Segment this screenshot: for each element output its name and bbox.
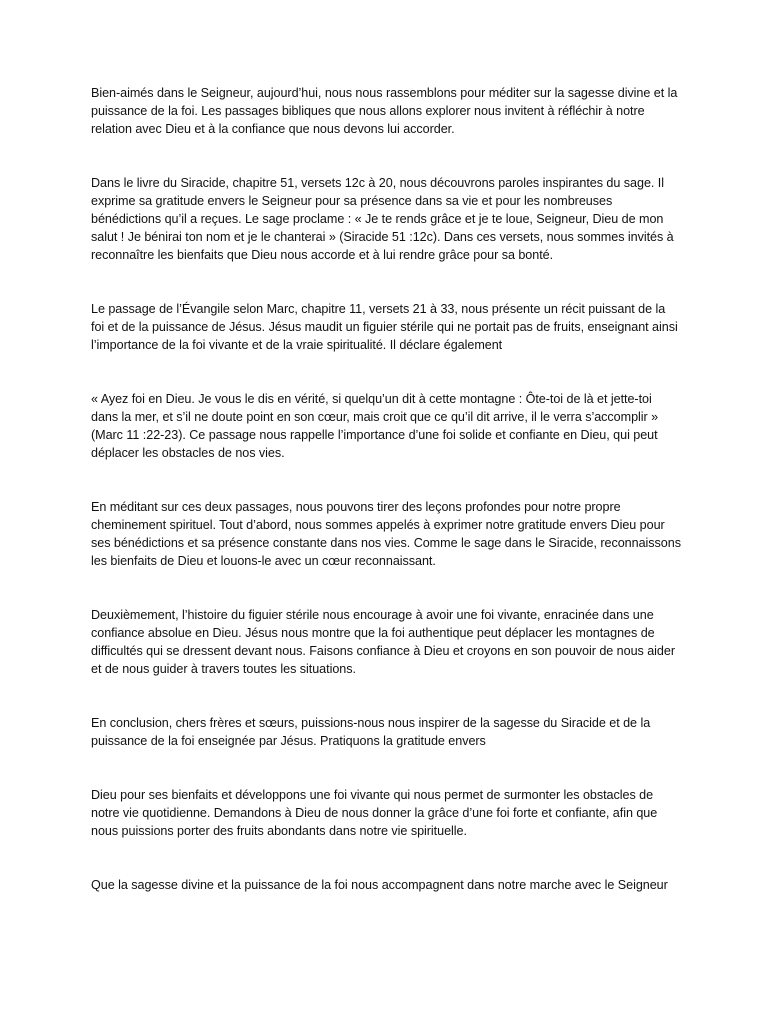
paragraph-conclusion: En conclusion, chers frères et sœurs, puissions-nous nous inspirer de la sagesse du Siracide et de la puissance de la foi enseignée par Jésus. Pratiquons la gratitude envers <box>91 716 651 748</box>
document-body <box>91 84 681 894</box>
paragraph-conclusion-suite: Dieu pour ses bienfaits et développons une foi vivante qui nous permet de surmonter les obstacles de notre vie quotidienne. Demandons à Dieu de nous donner la grâce d’une foi forte et confiante, afin que nous puissions porter des fruits abondants dans notre vie spirituelle. <box>91 788 658 838</box>
paragraph-citation-marc: « Ayez foi en Dieu. Je vous le dis en vérité, si quelqu’un dit à cette montagne : Ôte-toi de là et jette-toi dans la mer, et s’il ne doute point en son cœur, mais croit que ce qu’il dit arrive, il le verra s’accomplir » (Marc 11 :22-23). Ce passage nous rappelle l’importance d’une foi solide et confiante en Dieu, qui peut déplacer les obstacles de nos vies. <box>91 392 659 460</box>
paragraph-introduction: Bien-aimés dans le Seigneur, aujourd’hui, nous nous rassemblons pour méditer sur la sagesse divine et la puissance de la foi. Les passages bibliques que nous allons explorer nous invitent à réfléchir à notre relation avec Dieu et à la confiance que nous devons lui accorder. <box>91 86 678 136</box>
paragraph-siracide: Dans le livre du Siracide, chapitre 51, versets 12c à 20, nous découvrons paroles inspirantes du sage. Il exprime sa gratitude envers le Seigneur pour sa présence dans sa vie et pour les nombreuses bénédictions qu’il a reçues. Le sage proclame : « Je te rends grâce et je te loue, Seigneur, Dieu de mon salut ! Je bénirai ton nom et je le chanterai » (Siracide 51 :12c). Dans ces versets, nous sommes invités à reconnaître les bienfaits que Dieu nous accorde et à lui rendre grâce pour sa bonté. <box>91 176 674 262</box>
paragraph-evangile-marc: Le passage de l’Évangile selon Marc, chapitre 11, versets 21 à 33, nous présente un récit puissant de la foi et de la puissance de Jésus. Jésus maudit un figuier stérile qui ne portait pas de fruits, enseignant ainsi l’importance de la foi vivante et de la vraie spiritualité. Il déclare également <box>91 302 678 352</box>
paragraph-meditation: En méditant sur ces deux passages, nous pouvons tirer des leçons profondes pour notre propre cheminement spirituel. Tout d’abord, nous sommes appelés à exprimer notre gratitude envers Dieu pour ses bénédictions et sa présence constante dans nos vies. Comme le sage dans le Siracide, reconnaissons les bienfaits de Dieu et louons-le avec un cœur reconnaissant. <box>91 500 681 568</box>
paragraph-figuier: Deuxièmement, l’histoire du figuier stérile nous encourage à avoir une foi vivante, enracinée dans une confiance absolue en Dieu. Jésus nous montre que la foi authentique peut déplacer les montagnes de difficultés qui se dressent devant nous. Faisons confiance à Dieu et croyons en son pouvoir de nous aider et de nous guider à travers toutes les situations. <box>91 608 675 676</box>
paragraph-benediction: Que la sagesse divine et la puissance de la foi nous accompagnent dans notre marche avec le Seigneur <box>91 878 668 892</box>
